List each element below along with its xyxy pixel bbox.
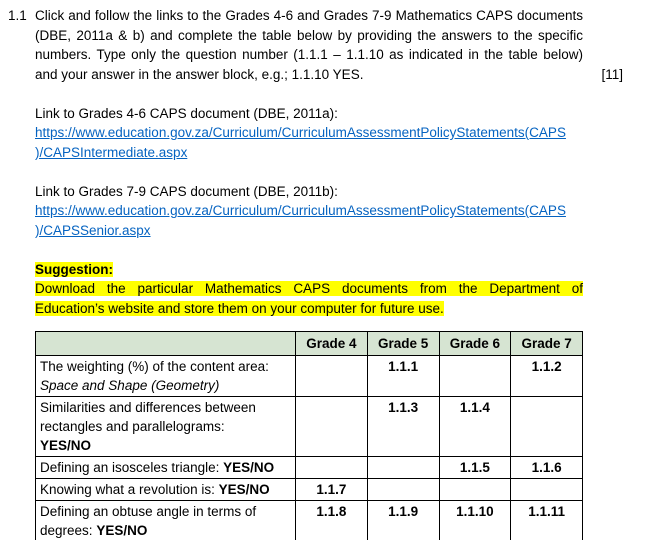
question-1-1: [8, 6, 623, 84]
answer-cell: 1.1.8: [296, 501, 368, 540]
answer-cell: [296, 356, 368, 397]
link-url-line-2[interactable]: )/CAPSIntermediate.aspx: [35, 144, 188, 160]
row-label: [36, 397, 296, 457]
suggestion-body-line-1: [35, 279, 583, 299]
answer-cell: [296, 457, 368, 479]
answer-cell: [511, 397, 583, 457]
table-row-weighting: [36, 356, 583, 397]
answer-cell: 1.1.6: [511, 457, 583, 479]
answer-cell: 1.1.11: [511, 501, 583, 540]
yes-no-label: YES/NO: [96, 523, 148, 538]
table-corner-cell: [36, 332, 296, 356]
row-label-text: Knowing what a revolution is:: [40, 482, 215, 497]
answer-cell: 1.1.7: [296, 479, 368, 501]
answer-cell: 1.1.2: [511, 356, 583, 397]
row-label: [36, 356, 296, 397]
suggestion-text-2: Education’s website and store them on your computer for future use.: [35, 300, 444, 316]
table-header-row: [36, 332, 583, 356]
link-section-grades-7-9: [35, 182, 583, 241]
answers-table: [35, 331, 583, 540]
column-header-grade-6: Grade 6: [439, 332, 511, 356]
suggestion-text-1: Download the particular Mathematics CAPS documents from the Department of: [35, 281, 583, 296]
answer-cell: 1.1.5: [439, 457, 511, 479]
answer-cell: 1.1.1: [367, 356, 439, 397]
answer-cell: 1.1.9: [367, 501, 439, 540]
yes-no-label: YES/NO: [218, 482, 270, 497]
suggestion-body-line-2: [35, 299, 583, 319]
row-label: [36, 501, 296, 540]
table-row-isosceles: [36, 457, 583, 479]
suggestion-heading-line: [35, 260, 583, 280]
answer-cell: [367, 457, 439, 479]
answer-cell: [296, 397, 368, 457]
row-label: [36, 457, 296, 479]
row-label-italic: Space and Shape (Geometry): [40, 378, 220, 393]
question-number: 1.1: [8, 8, 27, 23]
answer-cell: [511, 479, 583, 501]
link-url-line-2[interactable]: )/CAPSSenior.aspx: [35, 222, 151, 238]
table-row-revolution: [36, 479, 583, 501]
row-label: [36, 479, 296, 501]
column-header-grade-4: Grade 4: [296, 332, 368, 356]
column-header-grade-5: Grade 5: [367, 332, 439, 356]
answer-cell: [439, 479, 511, 501]
answer-cell: 1.1.3: [367, 397, 439, 457]
suggestion-heading: Suggestion:: [35, 261, 113, 277]
link-label-grades-7-9: Link to Grades 7-9 CAPS document (DBE, 2011b):: [35, 183, 338, 199]
table-row-similarities: [36, 397, 583, 457]
link-section-grades-4-6: [35, 104, 583, 163]
link-url-line-1[interactable]: https://www.education.gov.za/Curriculum/CurriculumAssessmentPolicyStatements(CAPS: [35, 125, 566, 140]
link-url-line-1[interactable]: https://www.education.gov.za/Curriculum/CurriculumAssessmentPolicyStatements(CAPS: [35, 203, 566, 218]
table-row-obtuse-angle: [36, 501, 583, 540]
answer-cell: [439, 356, 511, 397]
row-label-text: Similarities and differences between rectangles and parallelograms:: [40, 400, 256, 434]
answer-cell: 1.1.10: [439, 501, 511, 540]
column-header-grade-7: Grade 7: [511, 332, 583, 356]
row-label-text: Defining an obtuse angle in terms of degrees:: [40, 504, 257, 538]
yes-no-label: YES/NO: [223, 460, 275, 475]
answer-cell: [367, 479, 439, 501]
caps-senior-link[interactable]: [35, 203, 566, 238]
yes-no-label: YES/NO: [40, 438, 92, 453]
row-label-text: Defining an isosceles triangle:: [40, 460, 220, 475]
caps-intermediate-link[interactable]: [35, 125, 566, 160]
suggestion-section: [35, 260, 583, 319]
link-label-grades-4-6: Link to Grades 4-6 CAPS document (DBE, 2011a):: [35, 105, 338, 121]
marks-label: [11]: [601, 66, 623, 82]
row-label-text: The weighting (%) of the content area:: [40, 359, 269, 374]
question-text: Click and follow the links to the Grades 4-6 and Grades 7-9 Mathematics CAPS documents (DBE, 2011a & b) and complete the table below by providing the answers to the specific numbers. Type only the question number (1.1.1 – 1.1.10 as indicated in the table below) and your answer in the answer block, e.g.; 1.1.10 YES.: [35, 8, 583, 82]
answer-cell: 1.1.4: [439, 397, 511, 457]
